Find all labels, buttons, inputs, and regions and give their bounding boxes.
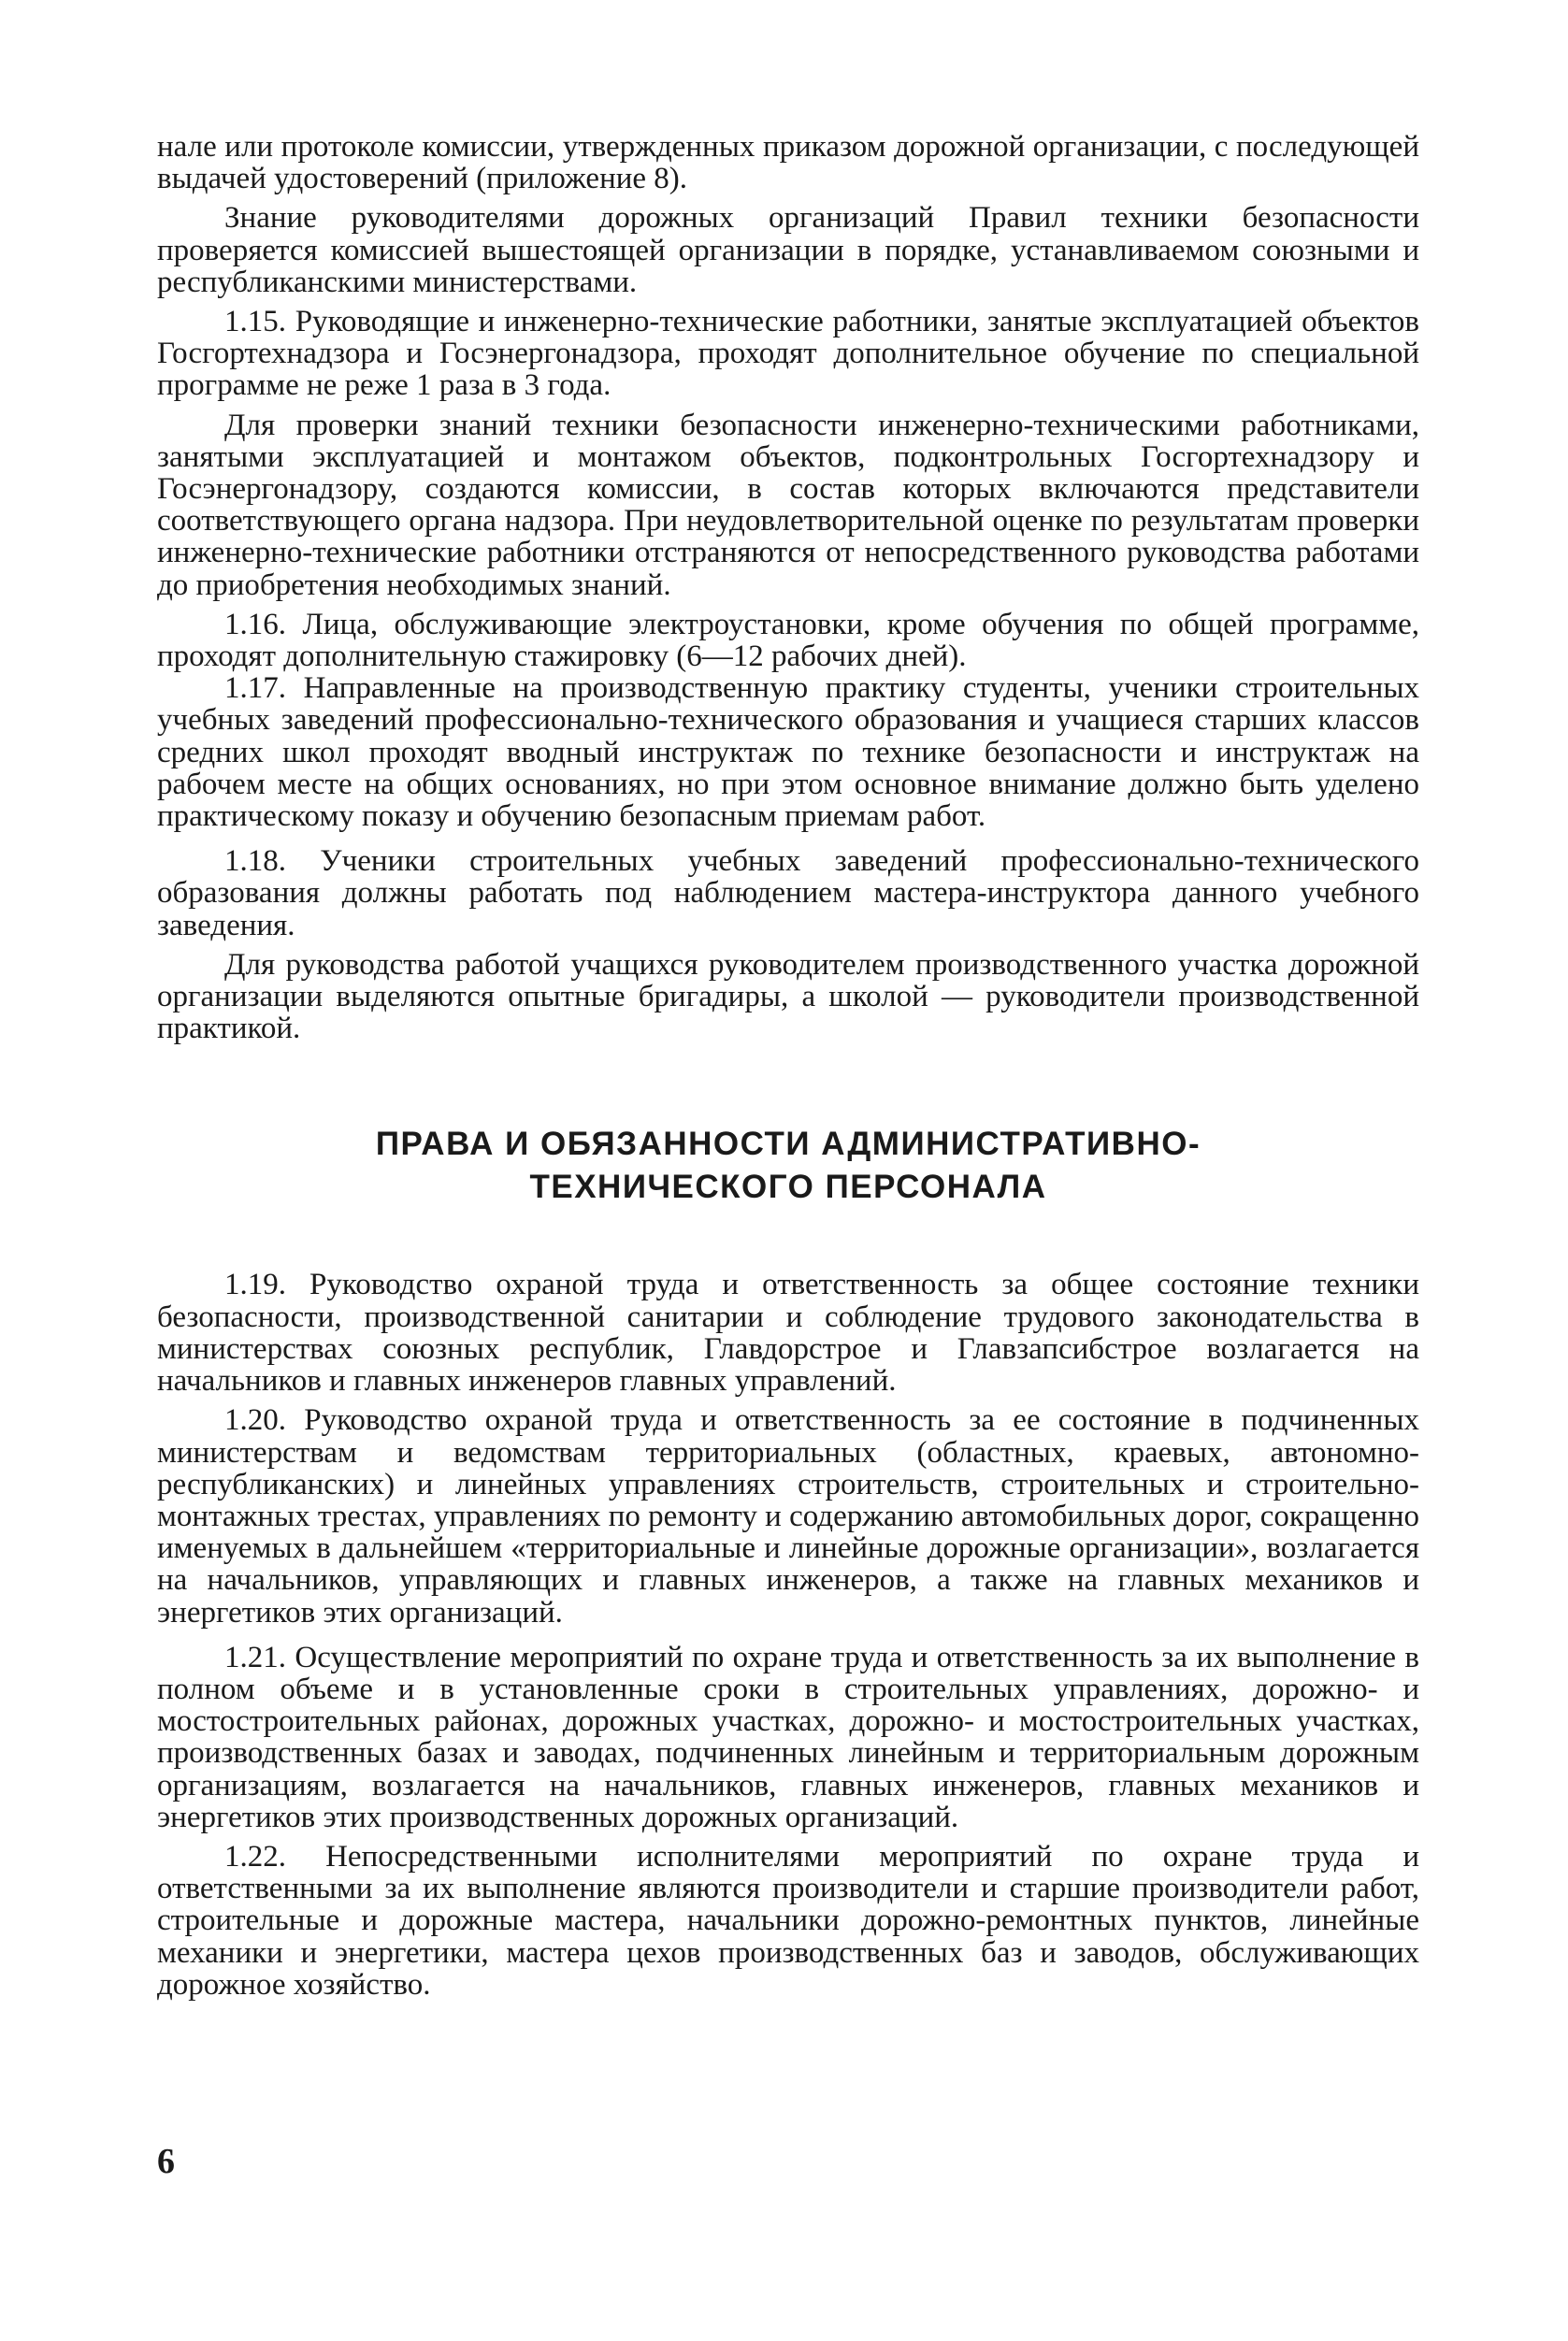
page-body (157, 131, 1419, 2001)
paragraph-1-15: 1.15. Руководящие и инженерно-технические работники, занятые эксплуатацией объектов Госгортехнадзора и Госэнергонадзора, проходят дополнительное обучение по специальной программе не реже 1 раза в 3 года. (157, 305, 1419, 403)
section-heading-line: ТЕХНИЧЕСКОГО ПЕРСОНАЛА (529, 1169, 1047, 1206)
paragraph-1-22: 1.22. Непосредственными исполнителями мероприятий по охране труда и ответственными за их выполнение являются производители и старшие производители работ, строительные и дорожные мастера, начальники дорожно-ремонтных пунктов, линейные механики и энергетики, мастера цехов производственных баз и заводов, обслуживающих дорожное хозяйство. (157, 1839, 1419, 2002)
paragraph-1-17: 1.17. Направленные на производственную практику студенты, ученики строительных учебных заведений профессионально-технического образования и учащиеся старших классов средних школ проходят вводный инструктаж по технике безопасности и инструктаж на рабочем месте на общих основаниях, но при этом основное внимание должно быть уделено практическому показу и обучению безопасным приемам работ. (157, 671, 1419, 834)
paragraph: Знание руководителями дорожных организаций Правил техники безопасности проверяется комиссией вышестоящей организации в порядке, устанавливаемом союзными и республиканскими министерствами. (157, 201, 1419, 299)
paragraph-1-21: 1.21. Осуществление мероприятий по охране труда и ответственность за их выполнение в полном объеме и в установленные сроки в строительных управлениях, дорожно- и мостостроительных районах, дорожных участках, дорожно- и мостостроительных участках, производственных базах и заводах, подчиненных линейным и территориальным дорожным организациям, возлагается на начальников, главных инженеров, главных механиков и энергетиков этих производственных дорожных организаций. (157, 1640, 1419, 1834)
paragraph-1-20: 1.20. Руководство охраной труда и ответственность за ее состояние в подчиненных министерствам и ведомствам территориальных (областных, краевых, автономно-республиканских) и линейных управлениях строительств, строительных и строительно-монтажных трестах, управлениях по ремонту и содержанию автомобильных дорог, сокращенно именуемых в дальнейшем «территориальные и линейные дорожные организации», возлагается на начальников, управляющих и главных инженеров, а также на главных механиков и энергетиков этих организаций. (157, 1403, 1419, 1630)
section-heading (157, 1123, 1419, 1209)
page-number: 6 (157, 2142, 175, 2181)
paragraph-1-16: 1.16. Лица, обслуживающие электроустановки, кроме обучения по общей программе, проходят дополнительную стажировку (6—12 рабочих дней). (157, 607, 1419, 674)
paragraph-1-18: 1.18. Ученики строительных учебных заведений профессионально-технического образования должны работать под наблюдением мастера-инструктора данного учебного заведения. (157, 844, 1419, 942)
paragraph: Для проверки знаний техники безопасности инженерно-техническими работниками, занятыми эксплуатацией и монтажом объектов, подконтрольных Госгортехнадзору и Госэнергонадзору, создаются комиссии, в состав которых включаются представители соответствующего органа надзора. При неудовлетворительной оценке по результатам проверки инженерно-технические работники отстраняются от непосредственного руководства работами до приобретения необходимых знаний. (157, 408, 1419, 602)
section-heading-line: ПРАВА И ОБЯЗАННОСТИ АДМИНИСТРАТИВНО- (375, 1126, 1201, 1163)
paragraph: Для руководства работой учащихся руководителем производственного участка дорожной организации выделяются опытные бригадиры, а школой — руководители производственной практикой. (157, 947, 1419, 1046)
paragraph-1-19: 1.19. Руководство охраной труда и ответственность за общее состояние техники безопасности, производственной санитарии и соблюдение трудового законодательства в министерствах союзных республик, Главдорстрое и Главзапсибстрое возлагается на начальников и главных инженеров главных управлений. (157, 1268, 1419, 1399)
paragraph-continuation: нале или протоколе комиссии, утвержденных приказом дорожной организации, с последующей выдачей удостоверений (приложение 8). (157, 130, 1419, 196)
